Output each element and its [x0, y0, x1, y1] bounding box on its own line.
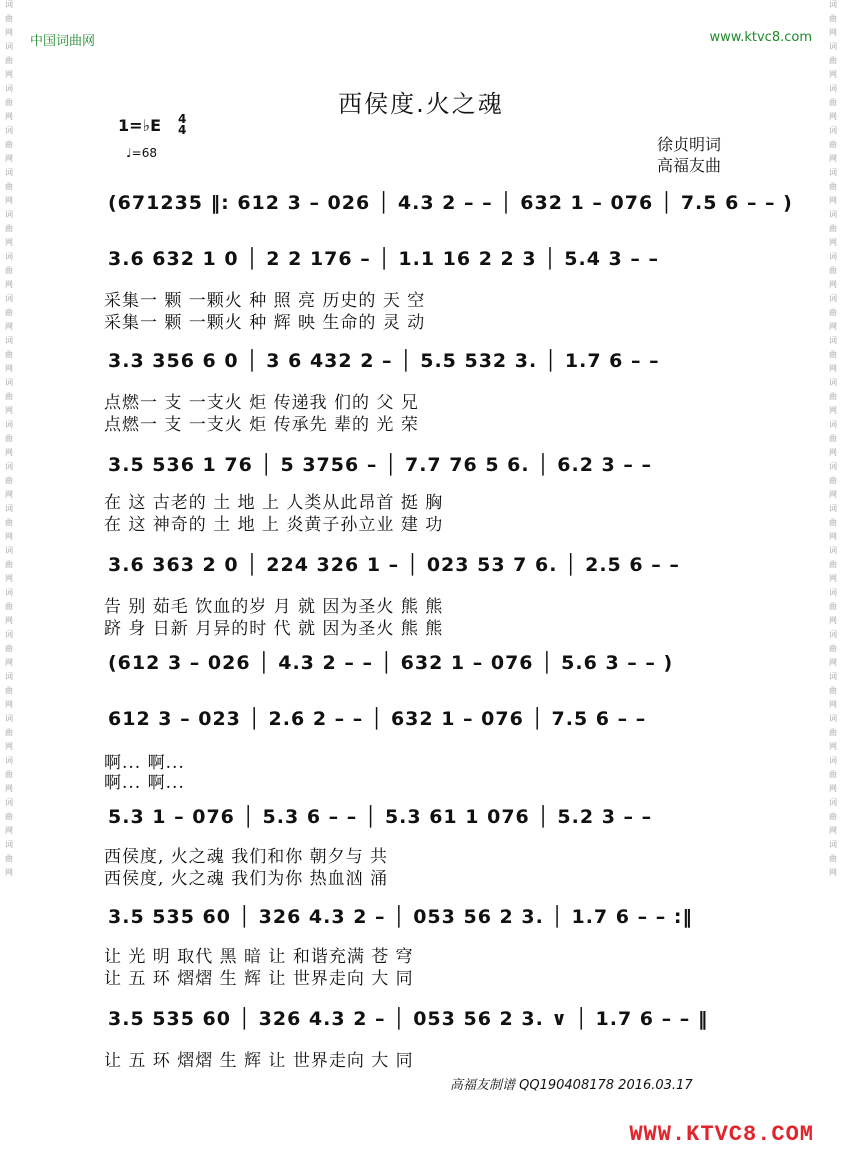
- side-watermark-char: 网: [829, 658, 837, 667]
- tempo-marking: ♩=68: [126, 146, 157, 160]
- side-watermark-char: 曲: [829, 350, 837, 359]
- side-watermark-char: 网: [5, 154, 13, 163]
- lyric-line: 采集一 颗 一颗火 种 辉 映 生命的 灵 动: [104, 313, 426, 333]
- side-watermark-char: 词: [829, 252, 837, 261]
- side-watermark-char: 网: [5, 490, 13, 499]
- side-watermark-char: 词: [829, 336, 837, 345]
- side-watermark-char: 网: [5, 238, 13, 247]
- side-watermark-char: 网: [5, 112, 13, 121]
- side-watermark-char: 曲: [5, 140, 13, 149]
- side-watermark-char: 曲: [5, 686, 13, 695]
- side-watermark-char: 网: [5, 196, 13, 205]
- side-watermark-char: 词: [5, 840, 13, 849]
- side-watermark-char: 词: [5, 546, 13, 555]
- lyric-line: 点燃一 支 一支火 炬 传递我 们的 父 兄: [104, 393, 419, 413]
- notation-line-intro: (671235 ‖: 612 3 – 026 │ 4.3 2 – – │ 632 1 – 076 │ 7.5 6 – – ): [108, 192, 793, 214]
- side-watermark-char: 词: [829, 546, 837, 555]
- lyric-line: 西侯度, 火之魂 我们和你 朝夕与 共: [104, 847, 389, 867]
- side-watermark-char: 词: [829, 126, 837, 135]
- side-watermark-char: 曲: [829, 14, 837, 23]
- side-watermark-char: 网: [5, 70, 13, 79]
- side-watermark-char: 曲: [829, 266, 837, 275]
- lyric-line: 西侯度, 火之魂 我们为你 热血汹 涌: [104, 869, 389, 889]
- side-watermark-char: 词: [5, 798, 13, 807]
- side-watermark-char: 词: [829, 420, 837, 429]
- side-watermark-char: 词: [829, 168, 837, 177]
- side-watermark-char: 词: [5, 0, 13, 9]
- side-watermark-char: 词: [829, 714, 837, 723]
- side-watermark-char: 曲: [5, 14, 13, 23]
- side-watermark-char: 网: [829, 448, 837, 457]
- side-watermark-char: 词: [829, 798, 837, 807]
- side-watermark-char: 曲: [829, 392, 837, 401]
- side-watermark-char: 曲: [829, 686, 837, 695]
- side-watermark-char: 词: [5, 630, 13, 639]
- lyric-line: 让 五 环 熠熠 生 辉 让 世界走向 大 同: [104, 969, 414, 989]
- side-watermark-char: 词: [829, 42, 837, 51]
- side-watermark-char: 曲: [829, 728, 837, 737]
- side-watermark-char: 网: [5, 574, 13, 583]
- side-watermark-char: 网: [829, 238, 837, 247]
- side-watermark-char: 网: [5, 700, 13, 709]
- side-watermark-char: 词: [5, 378, 13, 387]
- side-watermark-char: 曲: [829, 812, 837, 821]
- side-watermark-char: 曲: [5, 644, 13, 653]
- side-watermark-char: 曲: [5, 854, 13, 863]
- side-watermark-char: 词: [5, 714, 13, 723]
- side-watermark-char: 曲: [829, 308, 837, 317]
- side-watermark-char: 网: [5, 784, 13, 793]
- lyric-line: 跻 身 日新 月异的时 代 就 因为圣火 熊 熊: [104, 619, 444, 639]
- lyric-line: 啊... 啊...: [104, 773, 185, 793]
- side-watermark-char: 网: [829, 700, 837, 709]
- side-watermark-char: 网: [829, 574, 837, 583]
- side-watermark-char: 网: [5, 658, 13, 667]
- notation-line: 5.3 1 – 076 │ 5.3 6 – – │ 5.3 61 1 076 │ 5.2 3 – –: [108, 806, 653, 828]
- side-watermark-char: 网: [5, 364, 13, 373]
- lyric-line: 采集一 颗 一颗火 种 照 亮 历史的 天 空: [104, 291, 426, 311]
- lyric-line: 告 别 茹毛 饮血的岁 月 就 因为圣火 熊 熊: [104, 597, 444, 617]
- side-watermark-char: 曲: [829, 434, 837, 443]
- side-watermark-char: 网: [829, 154, 837, 163]
- side-watermark-char: 曲: [829, 770, 837, 779]
- side-watermark-char: 网: [829, 784, 837, 793]
- side-watermark-char: 网: [5, 406, 13, 415]
- side-watermark-char: 词: [5, 504, 13, 513]
- side-watermark-char: 曲: [5, 728, 13, 737]
- lyric-line: 在 这 古老的 土 地 上 人类从此昂首 挺 胸: [104, 493, 444, 513]
- notation-line: 3.5 535 60 │ 326 4.3 2 – │ 053 56 2 3. │ 1.7 6 – – :‖: [108, 906, 693, 928]
- notation-line: 3.6 632 1 0 │ 2 2 176 – │ 1.1 16 2 2 3 │ 5.4 3 – –: [108, 248, 659, 270]
- lyric-line: 在 这 神奇的 土 地 上 炎黄子孙立业 建 功: [104, 515, 444, 535]
- side-watermark-char: 曲: [5, 602, 13, 611]
- side-watermark-char: 词: [5, 252, 13, 261]
- composer-credit: 高福友曲: [657, 156, 722, 175]
- notation-line: 3.6 363 2 0 │ 224 326 1 – │ 023 53 7 6. │ 2.5 6 – –: [108, 554, 680, 576]
- meter-top: 4: [178, 112, 187, 126]
- side-watermark-char: 词: [5, 588, 13, 597]
- notation-line-interlude: (612 3 – 026 │ 4.3 2 – – │ 632 1 – 076 │ 5.6 3 – – ): [108, 652, 674, 674]
- lyric-line: 让 五 环 熠熠 生 辉 让 世界走向 大 同: [104, 1051, 414, 1071]
- side-watermark-char: 网: [829, 280, 837, 289]
- meter-bottom: 4: [178, 123, 187, 137]
- side-watermark-char: 词: [829, 588, 837, 597]
- side-watermark-char: 网: [829, 364, 837, 373]
- side-watermark-char: 曲: [829, 560, 837, 569]
- side-watermark-char: 曲: [829, 56, 837, 65]
- side-watermark-char: 曲: [829, 854, 837, 863]
- side-watermark-char: 网: [5, 280, 13, 289]
- side-watermark-char: 网: [5, 616, 13, 625]
- side-watermark-char: 词: [829, 462, 837, 471]
- lyricist-credit: 徐贞明词: [657, 135, 722, 154]
- side-watermark-char: 词: [829, 630, 837, 639]
- side-watermark-char: 网: [829, 70, 837, 79]
- side-watermark-char: 网: [829, 616, 837, 625]
- side-watermark-char: 词: [5, 168, 13, 177]
- side-watermark-char: 曲: [829, 140, 837, 149]
- side-watermark-char: 网: [829, 112, 837, 121]
- lyric-line: 让 光 明 取代 黑 暗 让 和谐充满 苍 穹: [104, 947, 414, 967]
- key-signature: 1=♭E: [118, 116, 162, 135]
- side-watermark-char: 词: [5, 672, 13, 681]
- side-watermark-char: 网: [829, 868, 837, 877]
- side-watermark-char: 曲: [829, 98, 837, 107]
- side-watermark-char: 曲: [5, 308, 13, 317]
- side-watermark-char: 词: [829, 672, 837, 681]
- side-watermark-char: 网: [829, 196, 837, 205]
- side-watermark-char: 词: [829, 378, 837, 387]
- lyric-line: 啊... 啊...: [104, 753, 185, 773]
- side-watermark-char: 曲: [5, 98, 13, 107]
- side-watermark-char: 词: [829, 504, 837, 513]
- side-watermark-char: 曲: [5, 224, 13, 233]
- side-watermark-char: 网: [5, 448, 13, 457]
- side-watermark-char: 词: [829, 84, 837, 93]
- side-watermark-char: 词: [5, 336, 13, 345]
- song-title: 西侯度.火之魂: [338, 90, 504, 118]
- side-watermark-char: 曲: [829, 602, 837, 611]
- side-watermark-char: 词: [829, 210, 837, 219]
- side-watermark-char: 网: [5, 826, 13, 835]
- side-watermark-char: 网: [5, 322, 13, 331]
- side-watermark-char: 曲: [5, 56, 13, 65]
- side-watermark-char: 词: [829, 840, 837, 849]
- side-watermark-char: 词: [5, 420, 13, 429]
- side-watermark-char: 曲: [829, 644, 837, 653]
- side-watermark-char: 曲: [5, 518, 13, 527]
- side-watermark-char: 词: [829, 756, 837, 765]
- side-watermark-char: 词: [829, 0, 837, 9]
- side-watermark-char: 网: [829, 826, 837, 835]
- side-watermark-char: 网: [829, 490, 837, 499]
- side-watermark-char: 曲: [5, 392, 13, 401]
- side-watermark-left: [2, 0, 16, 1171]
- side-watermark-char: 网: [5, 742, 13, 751]
- lyric-line: 点燃一 支 一支火 炬 传承先 辈的 光 荣: [104, 415, 419, 435]
- side-watermark-char: 曲: [5, 560, 13, 569]
- time-signature: [178, 114, 186, 136]
- side-watermark-char: 词: [5, 210, 13, 219]
- side-watermark-char: 网: [829, 742, 837, 751]
- side-watermark-char: 曲: [5, 434, 13, 443]
- site-name[interactable]: 中国词曲网: [30, 34, 96, 49]
- notation-line: 3.5 536 1 76 │ 5 3756 – │ 7.7 76 5 6. │ 6.2 3 – –: [108, 454, 652, 476]
- side-watermark-char: 网: [5, 28, 13, 37]
- side-watermark-char: 曲: [829, 518, 837, 527]
- side-watermark-char: 曲: [5, 476, 13, 485]
- side-watermark-char: 网: [829, 28, 837, 37]
- side-watermark-char: 词: [5, 42, 13, 51]
- side-watermark-char: 曲: [5, 182, 13, 191]
- side-watermark-char: 曲: [5, 266, 13, 275]
- side-watermark-char: 曲: [829, 224, 837, 233]
- notation-line: 3.3 356 6 0 │ 3 6 432 2 – │ 5.5 532 3. │ 1.7 6 – –: [108, 350, 660, 372]
- side-watermark-char: 曲: [5, 812, 13, 821]
- side-watermark-char: 曲: [829, 476, 837, 485]
- notation-line: 612 3 – 023 │ 2.6 2 – – │ 632 1 – 076 │ 7.5 6 – –: [108, 708, 647, 730]
- side-watermark-char: 词: [5, 294, 13, 303]
- side-watermark-char: 网: [829, 406, 837, 415]
- side-watermark-char: 网: [5, 868, 13, 877]
- side-watermark-char: 曲: [5, 350, 13, 359]
- site-logo[interactable]: WWW.KTVC8.COM: [629, 1122, 814, 1147]
- side-watermark-char: 词: [5, 126, 13, 135]
- side-watermark-char: 网: [5, 532, 13, 541]
- notation-line-ending: 3.5 535 60 │ 326 4.3 2 – │ 053 56 2 3. ∨ │ 1.7 6 – – ‖: [108, 1008, 709, 1030]
- side-watermark-char: 网: [829, 532, 837, 541]
- side-watermark-char: 词: [5, 84, 13, 93]
- side-watermark-char: 词: [5, 756, 13, 765]
- side-watermark-right: [826, 0, 840, 1171]
- side-watermark-char: 网: [829, 322, 837, 331]
- side-watermark-char: 词: [5, 462, 13, 471]
- side-watermark-char: 曲: [5, 770, 13, 779]
- transcriber-credit: 高福友制谱 QQ190408178 2016.03.17: [450, 1078, 693, 1093]
- side-watermark-char: 词: [829, 294, 837, 303]
- site-url[interactable]: www.ktvc8.com: [709, 30, 812, 45]
- side-watermark-char: 曲: [829, 182, 837, 191]
